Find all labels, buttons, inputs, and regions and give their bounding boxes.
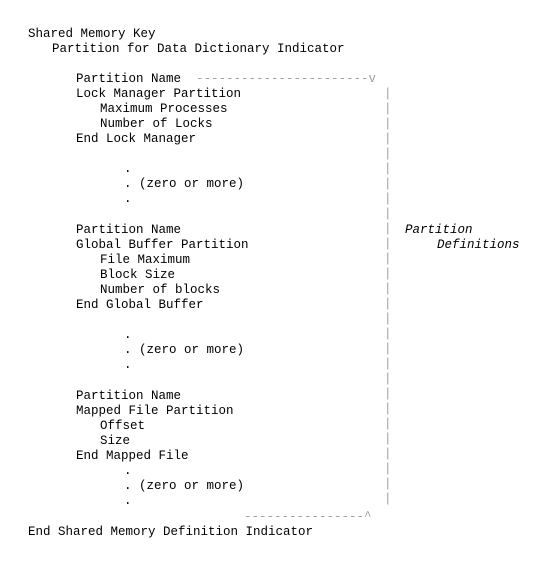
global-partition-name: Partition Name [76, 223, 182, 237]
zero-or-more-label: . (zero or more) [124, 343, 245, 357]
bracket-bar-segment: | [384, 222, 392, 236]
bracket-bar-segment: | [384, 477, 392, 491]
bracket-bar-segment: | [384, 252, 392, 266]
lock-field: Number of Locks [100, 117, 213, 131]
bracket-bar-segment: | [384, 492, 392, 506]
zero-or-more-label: . (zero or more) [124, 177, 245, 191]
global-field: Block Size [100, 268, 176, 282]
global-field: Number of blocks [100, 283, 221, 297]
shared-memory-key: Shared Memory Key [28, 27, 156, 41]
bracket-bar-segment: | [384, 327, 392, 341]
partition-indicator: Partition for Data Dictionary Indicator [52, 42, 345, 56]
lock-field: Maximum Processes [100, 102, 228, 116]
bracket-bar-segment: | [384, 267, 392, 281]
zero-or-more-label: . (zero or more) [124, 479, 245, 493]
ellipsis-dot: . [124, 358, 132, 372]
bracket-top-dashes: -----------------------v [196, 72, 377, 86]
ellipsis-dot: . [124, 464, 132, 478]
side-label-definitions: Definitions [437, 238, 520, 252]
ellipsis-dot: . [124, 494, 132, 508]
bracket-bar-segment: | [384, 447, 392, 461]
mapped-field: Size [100, 434, 131, 448]
bracket-bar-segment: | [384, 102, 392, 116]
bracket-bar-segment: | [384, 237, 392, 251]
bracket-bar-segment: | [384, 462, 392, 476]
global-field: File Maximum [100, 253, 191, 267]
ellipsis-dot: . [124, 192, 132, 206]
global-partition-title: Global Buffer Partition [76, 238, 249, 252]
bracket-bar-segment: | [384, 132, 392, 146]
mapped-partition-end: End Mapped File [76, 449, 189, 463]
bracket-bar-segment: | [384, 312, 392, 326]
bracket-bar-segment: | [384, 87, 392, 101]
bracket-bar-segment: | [384, 282, 392, 296]
bracket-bar-segment: | [384, 402, 392, 416]
bracket-bar-segment: | [384, 162, 392, 176]
mapped-partition-name: Partition Name [76, 389, 182, 403]
bracket-bottom-dashes: ----------------^ [244, 510, 372, 524]
bracket-bar-segment: | [384, 177, 392, 191]
ellipsis-dot: . [124, 162, 132, 176]
bracket-bar-segment: | [384, 357, 392, 371]
bracket-bar-segment: | [384, 417, 392, 431]
end-definition-indicator: End Shared Memory Definition Indicator [28, 525, 314, 539]
ellipsis-dot: . [124, 328, 132, 342]
bracket-bar-segment: | [384, 387, 392, 401]
lock-partition-end: End Lock Manager [76, 132, 197, 146]
mapped-field: Offset [100, 419, 146, 433]
bracket-bar-segment: | [384, 297, 392, 311]
lock-partition-name: Partition Name [76, 72, 182, 86]
bracket-bar-segment: | [384, 117, 392, 131]
bracket-bar-segment: | [384, 192, 392, 206]
global-partition-end: End Global Buffer [76, 298, 204, 312]
lock-partition-title: Lock Manager Partition [76, 87, 242, 101]
side-label-partition: Partition [405, 223, 473, 237]
bracket-bar-segment: | [384, 432, 392, 446]
bracket-bar-segment: | [384, 342, 392, 356]
bracket-bar-segment: | [384, 147, 392, 161]
bracket-bar-segment: | [384, 207, 392, 221]
mapped-partition-title: Mapped File Partition [76, 404, 234, 418]
bracket-bar-segment: | [384, 372, 392, 386]
